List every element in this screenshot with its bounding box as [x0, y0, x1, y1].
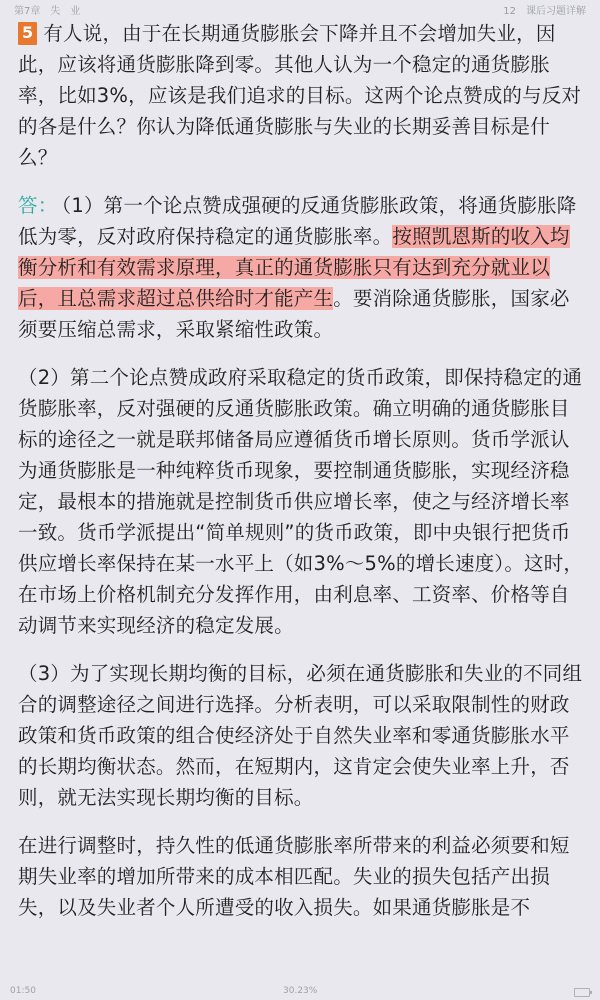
- running-header: [0, 0, 600, 16]
- chapter-title: 第7章 失 业: [14, 6, 81, 17]
- answer-paragraph-4: 在进行调整时，持久性的低通货膨胀率所带来的利益必须要和短期失业率的增加所带来的成本相匹配。失业的损失包括产出损失，以及失业者个人所遭受的收入损失。如果通货膨胀是不: [18, 834, 570, 919]
- highlighted-text[interactable]: 按照凯恩斯的收入均衡分析和有效需求原理，真正的通货膨胀只有达到充分就业以后，且总需求超过总供给时才能产生: [18, 225, 570, 310]
- section-title: 12 课后习题详解: [503, 6, 586, 17]
- answer-paragraph-1: [18, 190, 584, 345]
- answer-label: 答：: [18, 194, 58, 217]
- answer-paragraph-3: （3）为了实现长期均衡的目标，必须在通货膨胀和失业的不同组合的调整途径之间进行选择。分析表明，可以采取限制性的财政政策和货币政策的组合使经济处于自然失业率和零通货膨胀水平的长期均衡状态。然而，在短期内，这肯定会使失业率上升，否则，就无法实现长期均衡的目标。: [18, 662, 583, 809]
- answer-paragraph-2: （2）第二个论点赞成政府采取稳定的货币政策，即保持稳定的通货膨胀率，反对强硬的反通货膨胀政策。确立明确的通货膨胀目标的途径之一就是联邦储备局应遵循货币增长原则。货币学派认为通货膨胀是一种纯粹货币现象，要控制通货膨胀，实现经济稳定，最根本的措施就是控制货币供应增长率，使之与经济增长率一致。货币学派提出“简单规则”的货币政策，即中央银行把货币供应增长率保持在某一水平上（如3%～5%的增长速度）。这时，在市场上价格机制充分发挥作用，由利息率、工资率、价格等自动调节来实现经济的稳定发展。: [18, 366, 584, 637]
- battery-icon: [574, 988, 590, 997]
- page-content: [18, 18, 584, 940]
- reading-progress: 30.23%: [283, 986, 318, 996]
- clock-time: 01:50: [10, 986, 36, 996]
- answer-text-1b: 。要消除通货膨胀，国家必须要压缩总需求，采取紧缩性政策。: [18, 287, 570, 341]
- question-number-badge: 5: [18, 22, 37, 45]
- question-text: 有人说，由于在长期通货膨胀会下降并且不会增加失业，因此，应该将通货膨胀降到零。其他人认为一个稳定的通货膨胀率，比如3%，应该是我们追求的目标。这两个论点赞成的与反对的各是什么？你认为降低通货膨胀与失业的长期妥善目标是什么？: [18, 22, 582, 169]
- answer-text-1a: （1）第一个论点赞成强硬的反通货膨胀政策，将通货膨胀降低为零，反对政府保持稳定的通货膨胀率。: [18, 194, 577, 248]
- question-paragraph: [18, 18, 584, 173]
- status-footer: [0, 984, 600, 1000]
